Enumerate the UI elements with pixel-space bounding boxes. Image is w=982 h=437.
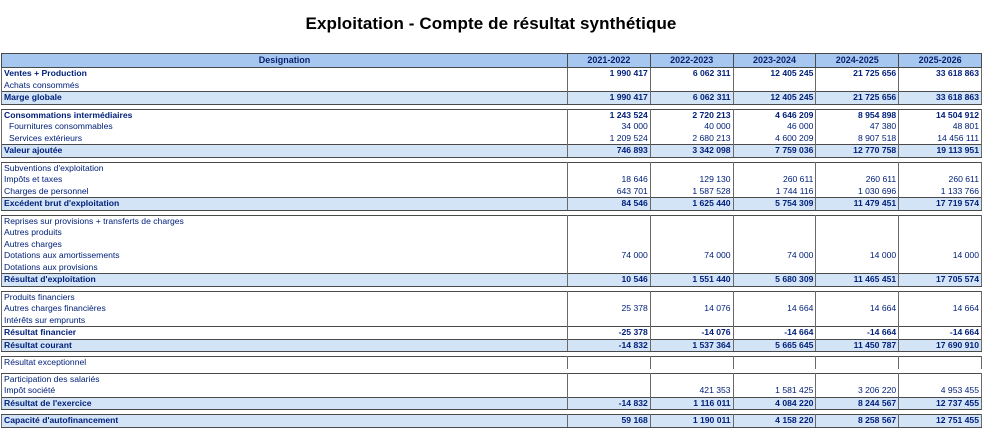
table-row [2, 215, 982, 227]
row-value [568, 291, 651, 303]
row-value: 12 405 245 [733, 92, 816, 105]
row-label: Charges de personnel [2, 186, 568, 198]
row-value [650, 215, 733, 227]
subtotal-row [2, 415, 982, 428]
row-value [568, 80, 651, 92]
row-value [650, 315, 733, 327]
row-value: 74 000 [733, 250, 816, 262]
row-label: Impôt société [2, 385, 568, 397]
row-value: 421 353 [650, 385, 733, 397]
row-value [899, 262, 982, 274]
row-value: 14 000 [816, 250, 899, 262]
subtotal-row [2, 145, 982, 158]
row-value: 643 701 [568, 186, 651, 198]
row-value [733, 357, 816, 369]
row-value: 14 504 912 [899, 109, 982, 121]
row-value [816, 373, 899, 385]
row-value: 84 546 [568, 198, 651, 211]
row-value: 1 990 417 [568, 68, 651, 80]
row-value [650, 80, 733, 92]
row-value: 1 030 696 [816, 186, 899, 198]
row-value: 14 664 [816, 303, 899, 315]
row-value: 1 133 766 [899, 186, 982, 198]
row-value: 3 342 098 [650, 145, 733, 158]
row-label: Résultat d'exploitation [2, 274, 568, 287]
row-value [816, 357, 899, 369]
row-value [568, 373, 651, 385]
row-value: 4 600 209 [733, 133, 816, 145]
row-value: 5 680 309 [733, 274, 816, 287]
row-value [899, 373, 982, 385]
table-row [2, 315, 982, 327]
row-value: 21 725 656 [816, 68, 899, 80]
row-label: Dotations aux provisions [2, 262, 568, 274]
column-header-year: 2025-2026 [899, 54, 982, 68]
row-value: 25 378 [568, 303, 651, 315]
row-value [568, 262, 651, 274]
row-value: -14 832 [568, 397, 651, 410]
row-value: 17 690 910 [899, 339, 982, 352]
row-value: 6 062 311 [650, 68, 733, 80]
row-label: Résultat financier [2, 327, 568, 340]
table-row [2, 80, 982, 92]
row-value [650, 291, 733, 303]
table-body [2, 68, 982, 428]
row-value [733, 262, 816, 274]
row-value: 2 680 213 [650, 133, 733, 145]
row-value: 1 581 425 [733, 385, 816, 397]
row-value [899, 162, 982, 174]
row-value: 2 720 213 [650, 109, 733, 121]
row-value: 14 664 [733, 303, 816, 315]
table-row [2, 109, 982, 121]
row-label: Subventions d'exploitation [2, 162, 568, 174]
table-row [2, 121, 982, 133]
row-value: 260 611 [899, 174, 982, 186]
row-value [816, 315, 899, 327]
table-row [2, 373, 982, 385]
row-value: 19 113 951 [899, 145, 982, 158]
row-value: 260 611 [816, 174, 899, 186]
row-label: Autres produits [2, 227, 568, 239]
row-value: -14 664 [733, 327, 816, 340]
row-label: Excédent brut d'exploitation [2, 198, 568, 211]
row-value: 11 479 451 [816, 198, 899, 211]
row-value: 1 744 116 [733, 186, 816, 198]
row-value: 5 665 645 [733, 339, 816, 352]
row-value: 8 907 518 [816, 133, 899, 145]
row-value [568, 162, 651, 174]
row-value [816, 162, 899, 174]
row-value: 17 719 574 [899, 198, 982, 211]
row-value [899, 215, 982, 227]
table-row [2, 174, 982, 186]
table-row [2, 162, 982, 174]
row-value: 3 206 220 [816, 385, 899, 397]
row-value: 4 646 209 [733, 109, 816, 121]
row-value: 12 751 455 [899, 415, 982, 428]
row-value: 12 405 245 [733, 68, 816, 80]
column-header-year: 2022-2023 [650, 54, 733, 68]
row-value: 46 000 [733, 121, 816, 133]
row-value [650, 262, 733, 274]
column-header-year: 2023-2024 [733, 54, 816, 68]
row-value [816, 80, 899, 92]
row-value [733, 227, 816, 239]
row-value [733, 239, 816, 251]
subtotal-row [2, 339, 982, 352]
row-value: 1 625 440 [650, 198, 733, 211]
row-value: 40 000 [650, 121, 733, 133]
row-value: 48 801 [899, 121, 982, 133]
row-value: 47 380 [816, 121, 899, 133]
row-value: 74 000 [650, 250, 733, 262]
subtotal-row [2, 397, 982, 410]
table-row [2, 385, 982, 397]
row-value: 4 953 455 [899, 385, 982, 397]
row-value: 7 759 036 [733, 145, 816, 158]
row-value [568, 385, 651, 397]
row-label: Impôts et taxes [2, 174, 568, 186]
row-value: 1 990 417 [568, 92, 651, 105]
table-row [2, 303, 982, 315]
row-label: Achats consommés [2, 80, 568, 92]
row-value [733, 80, 816, 92]
row-value: 129 130 [650, 174, 733, 186]
row-value [816, 262, 899, 274]
row-value [650, 373, 733, 385]
row-label: Participation des salariés [2, 373, 568, 385]
row-value [650, 227, 733, 239]
row-label: Dotations aux amortissements [2, 250, 568, 262]
table-row [2, 227, 982, 239]
column-header-year: 2021-2022 [568, 54, 651, 68]
row-value: 33 618 863 [899, 92, 982, 105]
row-value: 8 244 567 [816, 397, 899, 410]
subtotal-row [2, 198, 982, 211]
row-value [899, 357, 982, 369]
row-value [899, 291, 982, 303]
row-value [899, 227, 982, 239]
row-label: Résultat courant [2, 339, 568, 352]
row-label: Résultat de l'exercice [2, 397, 568, 410]
row-value: 59 168 [568, 415, 651, 428]
table-row [2, 186, 982, 198]
row-value: 14 664 [899, 303, 982, 315]
table-row [2, 291, 982, 303]
row-value: 5 754 309 [733, 198, 816, 211]
column-header-year: 2024-2025 [816, 54, 899, 68]
row-label: Consommations intermédiaires [2, 109, 568, 121]
row-value [733, 215, 816, 227]
subtotal-row [2, 92, 982, 105]
row-value: -14 664 [899, 327, 982, 340]
row-value: 1 587 528 [650, 186, 733, 198]
table-row [2, 239, 982, 251]
table-row [2, 133, 982, 145]
row-label: Valeur ajoutée [2, 145, 568, 158]
row-value [733, 162, 816, 174]
row-label: Produits financiers [2, 291, 568, 303]
row-value: 17 705 574 [899, 274, 982, 287]
table-row [2, 327, 982, 340]
row-label: Ventes + Production [2, 68, 568, 80]
row-value: 1 537 364 [650, 339, 733, 352]
row-value: 1 551 440 [650, 274, 733, 287]
row-value: 10 546 [568, 274, 651, 287]
row-value [899, 80, 982, 92]
row-value: 260 611 [733, 174, 816, 186]
row-value: 1 190 011 [650, 415, 733, 428]
subtotal-row [2, 274, 982, 287]
row-value: 14 456 111 [899, 133, 982, 145]
row-value [899, 315, 982, 327]
row-value [650, 357, 733, 369]
row-value: 33 618 863 [899, 68, 982, 80]
income-statement-table [1, 53, 982, 428]
row-value: 18 646 [568, 174, 651, 186]
table-row [2, 250, 982, 262]
row-value: 34 000 [568, 121, 651, 133]
page-title: Exploitation - Compte de résultat synthétique [305, 14, 677, 33]
row-label: Marge globale [2, 92, 568, 105]
row-label: Intérêts sur emprunts [2, 315, 568, 327]
row-label: Services extérieurs [2, 133, 568, 145]
row-value: 6 062 311 [650, 92, 733, 105]
row-label: Autres charges financières [2, 303, 568, 315]
row-value: -14 076 [650, 327, 733, 340]
row-value [733, 373, 816, 385]
table-row [2, 68, 982, 80]
row-value [816, 227, 899, 239]
row-value: -14 832 [568, 339, 651, 352]
row-value [733, 291, 816, 303]
table-row [2, 357, 982, 369]
row-value: 1 243 524 [568, 109, 651, 121]
row-value: -25 378 [568, 327, 651, 340]
row-value: 1 116 011 [650, 397, 733, 410]
row-value [816, 291, 899, 303]
row-label: Autres charges [2, 239, 568, 251]
row-value: 12 737 455 [899, 397, 982, 410]
table-header-row [2, 54, 982, 68]
row-value [650, 162, 733, 174]
row-value: 21 725 656 [816, 92, 899, 105]
row-value: 12 770 758 [816, 145, 899, 158]
row-value [816, 215, 899, 227]
row-label: Fournitures consommables [2, 121, 568, 133]
row-value: 14 076 [650, 303, 733, 315]
row-value: 8 954 898 [816, 109, 899, 121]
row-value: 8 258 567 [816, 415, 899, 428]
row-label: Capacité d'autofinancement [2, 415, 568, 428]
table-row [2, 262, 982, 274]
row-value [899, 239, 982, 251]
row-value [568, 239, 651, 251]
row-value [568, 357, 651, 369]
row-value [650, 239, 733, 251]
row-value [568, 215, 651, 227]
row-value: 4 084 220 [733, 397, 816, 410]
row-label: Résultat exceptionnel [2, 357, 568, 369]
column-header-designation: Designation [2, 54, 568, 68]
row-value: 746 893 [568, 145, 651, 158]
row-value: 1 209 524 [568, 133, 651, 145]
row-value [568, 227, 651, 239]
row-value: -14 664 [816, 327, 899, 340]
row-value [568, 315, 651, 327]
row-value: 11 450 787 [816, 339, 899, 352]
row-value [733, 315, 816, 327]
row-value: 11 465 451 [816, 274, 899, 287]
row-label: Reprises sur provisions + transferts de charges [2, 215, 568, 227]
row-value: 74 000 [568, 250, 651, 262]
row-value: 4 158 220 [733, 415, 816, 428]
row-value [816, 239, 899, 251]
row-value: 14 000 [899, 250, 982, 262]
